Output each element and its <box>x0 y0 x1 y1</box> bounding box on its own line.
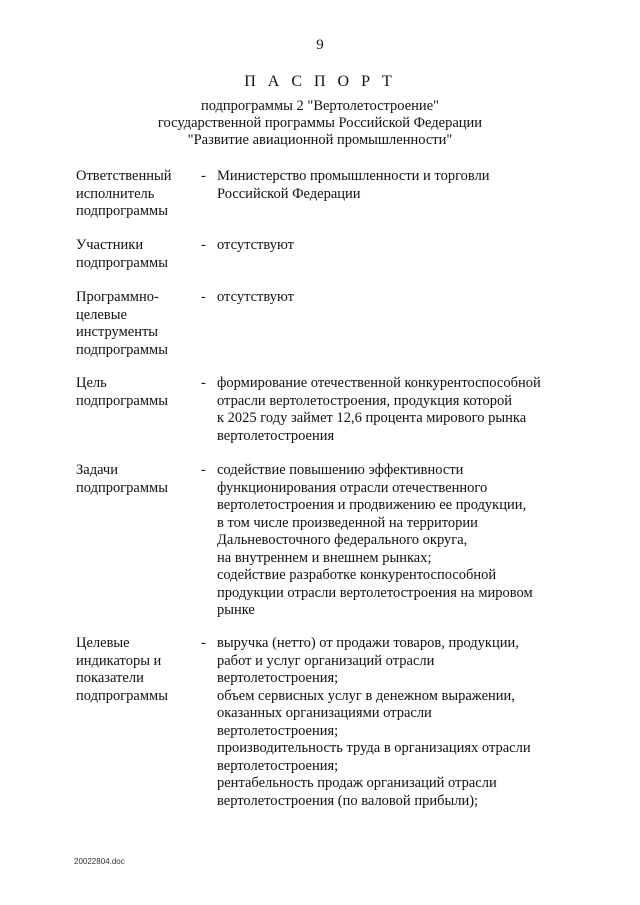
row-dash: - <box>201 168 206 184</box>
row-label-line: Задачи <box>76 462 118 478</box>
row-value-line: отрасли вертолетостроения, продукция которой <box>217 392 513 409</box>
row-value-line: объем сервисных услуг в денежном выражении, <box>217 687 515 704</box>
row-value <box>217 168 567 203</box>
row-label <box>76 462 201 497</box>
row-value-line: оказанных организациями отрасли <box>217 705 432 721</box>
row-value <box>217 289 567 307</box>
row-label <box>76 237 201 272</box>
row-value <box>217 462 567 620</box>
row-value-line: Дальневосточного федерального округа, <box>217 532 468 548</box>
row-dash: - <box>201 375 206 391</box>
document-subtitle <box>0 98 640 149</box>
subtitle-line: подпрограммы 2 "Вертолетостроение" <box>200 98 440 114</box>
row-value-line: продукции отрасли вертолетостроения на мировом <box>217 584 533 601</box>
row-value-line: рентабельность продаж организаций отрасли <box>217 775 497 791</box>
row-label-line: подпрограммы <box>76 203 168 219</box>
page-number: 9 <box>316 37 324 53</box>
row-value-line: вертолетостроения; <box>217 670 339 686</box>
row-label-line: подпрограммы <box>76 687 168 704</box>
row-value-line: вертолетостроения; <box>217 757 339 774</box>
row-value-line: к 2025 году займет 12,6 процента мирового рынка <box>217 410 527 426</box>
file-name-footer: 20022804.doc <box>74 857 125 866</box>
row-label-line: подпрограммы <box>76 392 168 409</box>
row-value-line: Российской Федерации <box>217 185 361 202</box>
row-label-line: Целевые <box>76 635 130 651</box>
row-label-line: подпрограммы <box>76 341 168 358</box>
row-label-line: инструменты <box>76 324 159 340</box>
row-dash: - <box>201 635 206 651</box>
row-dash: - <box>201 289 206 305</box>
row-value-line: вертолетостроения и продвижению ее продукции, <box>217 497 527 513</box>
row-value-line: вертолетостроения <box>217 427 335 444</box>
row-label-line: Участники <box>76 237 144 253</box>
row-value <box>217 375 567 445</box>
row-value-line: работ и услуг организаций отрасли <box>217 652 435 669</box>
row-label <box>76 635 201 705</box>
subtitle-line: государственной программы Российской Федерации <box>157 115 483 131</box>
subtitle-line: "Развитие авиационной промышленности" <box>187 132 453 148</box>
row-value <box>217 635 567 810</box>
row-label-line: целевые <box>76 306 127 323</box>
row-value-line: вертолетостроения (по валовой прибыли); <box>217 792 479 809</box>
row-label <box>76 375 201 410</box>
row-label-line: подпрограммы <box>76 479 168 496</box>
row-value-line: формирование отечественной конкурентоспособной <box>217 375 541 391</box>
row-label-line: показатели <box>76 670 144 686</box>
row-label <box>76 168 201 221</box>
row-value-line: содействие разработке конкурентоспособной <box>217 567 497 583</box>
row-value-line: функционирования отрасли отечественного <box>217 479 488 496</box>
row-label-line: индикаторы и <box>76 652 162 669</box>
row-value-line: Министерство промышленности и торговли <box>217 168 490 184</box>
row-value-line: содействие повышению эффективности <box>217 462 464 478</box>
row-label-line: Ответственный <box>76 168 172 184</box>
row-value-line: в том числе произведенной на территории <box>217 514 478 531</box>
row-label <box>76 289 201 359</box>
row-value-line: рынке <box>217 602 255 618</box>
document-title: П А С П О Р Т <box>244 73 396 90</box>
row-dash: - <box>201 462 206 478</box>
row-value <box>217 237 567 255</box>
row-value-line: на внутреннем и внешнем рынках; <box>217 549 432 566</box>
row-value-line: отсутствуют <box>217 237 294 253</box>
row-label-line: исполнитель <box>76 185 155 202</box>
row-value-line: производительность труда в организациях отрасли <box>217 740 531 756</box>
row-value-line: выручка (нетто) от продажи товаров, продукции, <box>217 635 519 651</box>
row-label-line: подпрограммы <box>76 254 168 271</box>
row-value-line: вертолетостроения; <box>217 722 339 739</box>
row-label-line: Программно- <box>76 289 159 305</box>
row-value-line: отсутствуют <box>217 289 294 305</box>
row-dash: - <box>201 237 206 253</box>
row-label-line: Цель <box>76 375 107 391</box>
